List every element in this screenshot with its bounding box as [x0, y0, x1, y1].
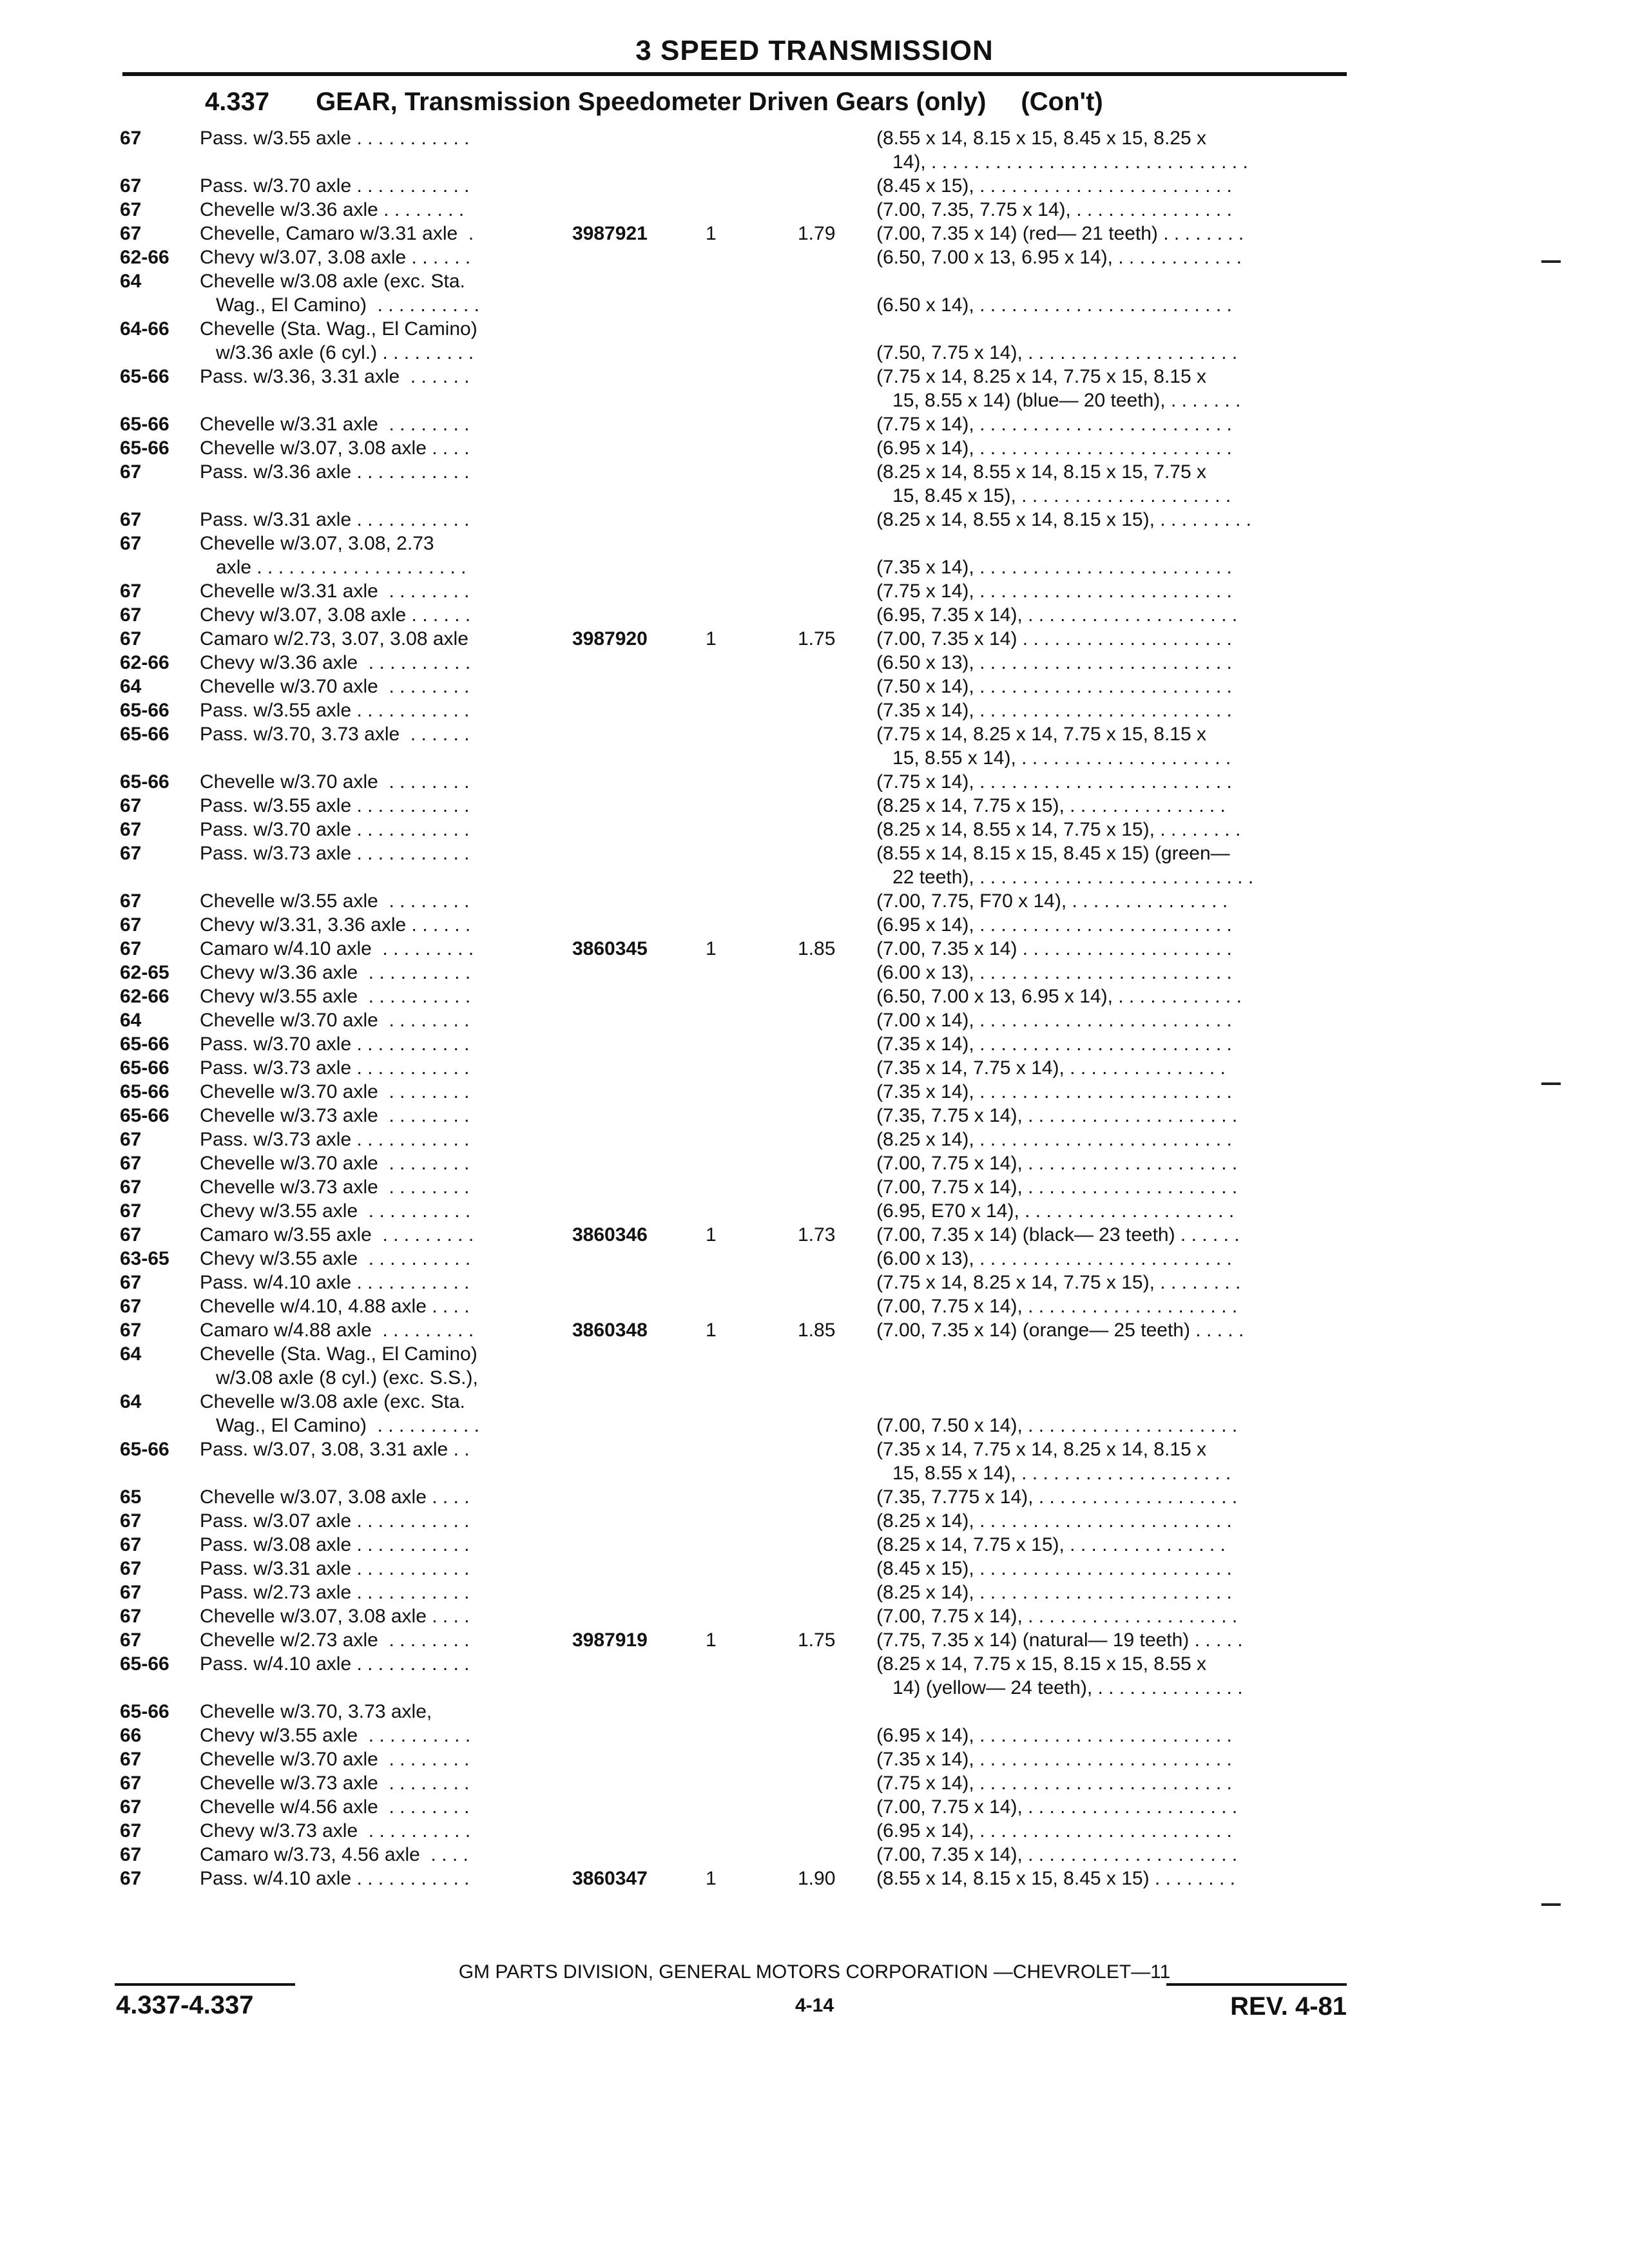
table-row — [0, 841, 1629, 889]
row-description: (7.00, 7.75 x 14), . . . . . . . . . . . . . . . . . . . . — [876, 1177, 1238, 1198]
row-application: Chevelle w/3.55 axle . . . . . . . . — [200, 890, 470, 912]
row-description: (7.35 x 14), . . . . . . . . . . . . . . . . . . . . . . . . — [876, 700, 1232, 721]
row-application: Pass. w/4.10 axle . . . . . . . . . . . — [200, 1272, 470, 1293]
row-description: (7.00, 7.75 x 14), . . . . . . . . . . . . . . . . . . . . — [876, 1153, 1238, 1174]
table-row — [0, 889, 1629, 913]
row-application: Chevelle w/3.70 axle . . . . . . . . — [200, 676, 470, 697]
table-row — [0, 1390, 1629, 1437]
row-year: 62-66 — [120, 247, 169, 268]
row-part-number: 3860347 — [572, 1868, 648, 1889]
row-application: Camaro w/4.10 axle . . . . . . . . . — [200, 938, 474, 959]
table-row — [0, 460, 1629, 508]
row-year: 63-65 — [120, 1248, 169, 1269]
row-description: (8.25 x 14, 7.75 x 15), . . . . . . . . . . . . . . . — [876, 795, 1226, 816]
row-description: (8.25 x 14, 8.55 x 14, 8.15 x 15, 7.75 x 15, 8.45 x 15), . . . . . . . . . . . . . . . . . . . . — [876, 461, 1231, 506]
row-year: 67 — [120, 1296, 142, 1317]
row-year: 67 — [120, 223, 142, 244]
row-application: Pass. w/3.07, 3.08, 3.31 axle . . — [200, 1439, 470, 1460]
row-price: 1.90 — [798, 1868, 836, 1889]
table-row — [0, 1032, 1629, 1056]
row-application: Pass. w/3.55 axle . . . . . . . . . . . — [200, 795, 470, 816]
row-application: Chevy w/3.73 axle . . . . . . . . . . — [200, 1820, 471, 1841]
row-description: (7.75 x 14), . . . . . . . . . . . . . . . . . . . . . . . . — [876, 414, 1232, 435]
footer-page: 4-14 — [795, 1995, 834, 2016]
row-description: (8.55 x 14, 8.15 x 15, 8.45 x 15) . . . . . . . . — [876, 1868, 1235, 1889]
row-description: (7.35 x 14), . . . . . . . . . . . . . . . . . . . . . . . . — [876, 1749, 1232, 1770]
row-application: Pass. w/4.10 axle . . . . . . . . . . . — [200, 1868, 470, 1889]
row-year: 67 — [120, 199, 142, 220]
row-description: (7.35, 7.775 x 14), . . . . . . . . . . . . . . . . . . . — [876, 1486, 1238, 1508]
row-year: 67 — [120, 1510, 142, 1532]
row-application: Chevy w/3.07, 3.08 axle . . . . . . — [200, 604, 471, 626]
row-description: (7.00, 7.35 x 14) . . . . . . . . . . . . . . . . . . . . — [876, 938, 1232, 959]
row-application: Chevelle w/3.07, 3.08 axle . . . . — [200, 1486, 470, 1508]
table-row — [0, 1271, 1629, 1294]
row-description: (6.00 x 13), . . . . . . . . . . . . . . . . . . . . . . . . — [876, 1248, 1232, 1269]
row-year: 67 — [120, 795, 142, 816]
row-description: (7.35 x 14), . . . . . . . . . . . . . . . . . . . . . . . . — [876, 1081, 1232, 1102]
table-row — [0, 1294, 1629, 1318]
row-description: (8.55 x 14, 8.15 x 15, 8.45 x 15) (green— 22 teeth), . . . . . . . . . . . . . . . . . . . . . . . . . . — [876, 843, 1254, 888]
row-year: 67 — [120, 938, 142, 959]
table-row — [0, 1104, 1629, 1128]
row-year: 67 — [120, 1582, 142, 1603]
row-description: (7.75 x 14, 8.25 x 14, 7.75 x 15, 8.15 x 15, 8.55 x 14), . . . . . . . . . . . . . . . . . . . . — [876, 724, 1231, 769]
table-row — [0, 436, 1629, 460]
row-description: (7.75, 7.35 x 14) (natural— 19 teeth) . . . . . — [876, 1629, 1243, 1651]
table-row — [0, 937, 1629, 961]
row-description: (6.50, 7.00 x 13, 6.95 x 14), . . . . . . . . . . . . — [876, 247, 1242, 268]
row-description: (6.95 x 14), . . . . . . . . . . . . . . . . . . . . . . . . — [876, 1820, 1232, 1841]
row-year: 67 — [120, 1773, 142, 1794]
row-application: Pass. w/3.36, 3.31 axle . . . . . . — [200, 366, 470, 387]
table-row — [0, 1843, 1629, 1867]
row-application: Chevelle w/4.10, 4.88 axle . . . . — [200, 1296, 470, 1317]
table-row — [0, 818, 1629, 841]
row-description: (7.75 x 14), . . . . . . . . . . . . . . . . . . . . . . . . — [876, 771, 1232, 793]
row-description: (8.45 x 15), . . . . . . . . . . . . . . . . . . . . . . . . — [876, 175, 1232, 197]
row-application: Chevelle (Sta. Wag., El Camino) w/3.36 axle (6 cyl.) . . . . . . . . . — [200, 318, 477, 363]
row-application: Pass. w/3.70, 3.73 axle . . . . . . — [200, 724, 470, 745]
section-continued: (Con't) — [1021, 88, 1103, 116]
row-description: (6.95 x 14), . . . . . . . . . . . . . . . . . . . . . . . . — [876, 1725, 1232, 1746]
row-application: Camaro w/2.73, 3.07, 3.08 axle — [200, 628, 468, 649]
table-row — [0, 126, 1629, 174]
row-description: (8.25 x 14), . . . . . . . . . . . . . . . . . . . . . . . . — [876, 1582, 1232, 1603]
row-description: (7.00, 7.75 x 14), . . . . . . . . . . . . . . . . . . . . — [876, 1606, 1238, 1627]
table-row — [0, 1652, 1629, 1700]
row-description: (8.45 x 15), . . . . . . . . . . . . . . . . . . . . . . . . — [876, 1558, 1232, 1579]
table-row — [0, 961, 1629, 985]
row-year: 67 — [120, 1200, 142, 1222]
row-description: (8.25 x 14, 8.55 x 14, 7.75 x 15), . . . . . . . . — [876, 819, 1241, 840]
row-application: Chevelle w/4.56 axle . . . . . . . . — [200, 1796, 470, 1818]
row-year: 67 — [120, 1534, 142, 1555]
table-row — [0, 794, 1629, 818]
row-application: Chevelle (Sta. Wag., El Camino) w/3.08 axle (8 cyl.) (exc. S.S.), — [200, 1343, 478, 1389]
row-application: Chevy w/3.36 axle . . . . . . . . . . — [200, 962, 471, 983]
table-row — [0, 245, 1629, 269]
table-row — [0, 1056, 1629, 1080]
table-row — [0, 174, 1629, 198]
row-year: 67 — [120, 461, 142, 483]
row-year: 65-66 — [120, 700, 169, 721]
table-row — [0, 1867, 1629, 1890]
row-application: Chevelle w/3.70 axle . . . . . . . . — [200, 1153, 470, 1174]
table-row — [0, 579, 1629, 603]
margin-mark — [1541, 1082, 1561, 1085]
footer-rule-left — [115, 1983, 295, 1986]
row-application: Chevelle w/3.07, 3.08, 2.73 axle . . . . . . . . . . . . . . . . . . . . — [200, 533, 467, 578]
table-row — [0, 1795, 1629, 1819]
title-rule — [122, 72, 1347, 76]
table-row — [0, 412, 1629, 436]
row-year: 67 — [120, 1844, 142, 1865]
row-year: 65-66 — [120, 724, 169, 745]
row-description: (6.50 x 13), . . . . . . . . . . . . . . . . . . . . . . . . — [876, 652, 1232, 673]
row-year: 65-66 — [120, 1057, 169, 1079]
row-description: (7.00, 7.50 x 14), . . . . . . . . . . . . . . . . . . . . — [876, 1415, 1238, 1436]
row-description: (6.50 x 14), . . . . . . . . . . . . . . . . . . . . . . . . — [876, 294, 1232, 316]
row-application: Chevelle w/3.07, 3.08 axle . . . . — [200, 1606, 470, 1627]
row-year: 64 — [120, 1343, 142, 1365]
row-quantity: 1 — [706, 1320, 717, 1341]
table-row — [0, 1342, 1629, 1390]
row-application: Chevy w/3.55 axle . . . . . . . . . . — [200, 1200, 471, 1222]
table-row — [0, 722, 1629, 770]
row-description: (7.75 x 14), . . . . . . . . . . . . . . . . . . . . . . . . — [876, 581, 1232, 602]
row-application: Pass. w/3.07 axle . . . . . . . . . . . — [200, 1510, 470, 1532]
table-row — [0, 913, 1629, 937]
row-year: 67 — [120, 1820, 142, 1841]
row-application: Camaro w/3.73, 4.56 axle . . . . — [200, 1844, 468, 1865]
row-year: 67 — [120, 175, 142, 197]
page-title: 3 SPEED TRANSMISSION — [635, 35, 994, 66]
row-application: Chevelle w/3.70 axle . . . . . . . . — [200, 771, 470, 793]
row-price: 1.85 — [798, 938, 836, 959]
row-price: 1.75 — [798, 1629, 836, 1651]
footer-rule-right — [1166, 1983, 1347, 1986]
row-year: 64-66 — [120, 318, 169, 340]
row-description: (6.50, 7.00 x 13, 6.95 x 14), . . . . . . . . . . . . — [876, 986, 1242, 1007]
row-year: 67 — [120, 1129, 142, 1150]
table-row — [0, 1223, 1629, 1247]
table-row — [0, 1533, 1629, 1557]
table-row — [0, 222, 1629, 245]
row-description: (7.00, 7.35 x 14), . . . . . . . . . . . . . . . . . . . . — [876, 1844, 1238, 1865]
row-application: Chevelle w/3.08 axle (exc. Sta. Wag., El Camino) . . . . . . . . . . — [200, 1391, 479, 1436]
row-year: 62-65 — [120, 962, 169, 983]
row-application: Chevelle w/2.73 axle . . . . . . . . — [200, 1629, 470, 1651]
row-description: (8.25 x 14, 7.75 x 15), . . . . . . . . . . . . . . . — [876, 1534, 1226, 1555]
footer-rev: REV. 4-81 — [1230, 1992, 1347, 2021]
row-description: (7.50, 7.75 x 14), . . . . . . . . . . . . . . . . . . . . — [876, 342, 1238, 363]
row-application: Chevelle w/3.73 axle . . . . . . . . — [200, 1105, 470, 1126]
row-application: Pass. w/3.70 axle . . . . . . . . . . . — [200, 819, 470, 840]
row-application: Pass. w/3.70 axle . . . . . . . . . . . — [200, 175, 470, 197]
row-year: 65-66 — [120, 366, 169, 387]
table-row — [0, 1771, 1629, 1795]
row-year: 67 — [120, 1558, 142, 1579]
row-year: 67 — [120, 509, 142, 530]
row-application: Chevelle, Camaro w/3.31 axle . — [200, 223, 474, 244]
row-description: (7.75 x 14, 8.25 x 14, 7.75 x 15), . . . . . . . . — [876, 1272, 1241, 1293]
table-row — [0, 1128, 1629, 1151]
row-part-number: 3987921 — [572, 223, 648, 244]
row-year: 65-66 — [120, 1701, 169, 1722]
row-application: Chevelle w/3.36 axle . . . . . . . . — [200, 199, 465, 220]
row-quantity: 1 — [706, 1224, 717, 1245]
table-row — [0, 1700, 1629, 1724]
row-application: Pass. w/3.08 axle . . . . . . . . . . . — [200, 1534, 470, 1555]
margin-mark — [1541, 1903, 1561, 1906]
table-row — [0, 698, 1629, 722]
table-row — [0, 1175, 1629, 1199]
row-application: Chevelle w/3.73 axle . . . . . . . . — [200, 1177, 470, 1198]
row-application: Chevelle w/3.08 axle (exc. Sta. Wag., El Camino) . . . . . . . . . . — [200, 271, 479, 316]
row-year: 66 — [120, 1725, 142, 1746]
row-description: (7.75 x 14, 8.25 x 14, 7.75 x 15, 8.15 x 15, 8.55 x 14) (blue— 20 teeth), . . . . . . . — [876, 366, 1241, 411]
row-description: (7.35 x 14, 7.75 x 14), . . . . . . . . . . . . . . . — [876, 1057, 1226, 1079]
row-application: Pass. w/3.70 axle . . . . . . . . . . . — [200, 1033, 470, 1055]
row-description: (7.35, 7.75 x 14), . . . . . . . . . . . . . . . . . . . . — [876, 1105, 1238, 1126]
row-year: 62-66 — [120, 986, 169, 1007]
row-application: Chevelle w/3.70 axle . . . . . . . . — [200, 1010, 470, 1031]
row-description: (6.95, 7.35 x 14), . . . . . . . . . . . . . . . . . . . . — [876, 604, 1238, 626]
table-row — [0, 1628, 1629, 1652]
row-description: (7.50 x 14), . . . . . . . . . . . . . . . . . . . . . . . . — [876, 676, 1232, 697]
section-number: 4.337 — [205, 88, 270, 116]
row-year: 65-66 — [120, 1081, 169, 1102]
table-row — [0, 1604, 1629, 1628]
row-application: Pass. w/2.73 axle . . . . . . . . . . . — [200, 1582, 470, 1603]
table-row — [0, 770, 1629, 794]
row-quantity: 1 — [706, 1868, 717, 1889]
table-row — [0, 675, 1629, 698]
row-description: (8.25 x 14), . . . . . . . . . . . . . . . . . . . . . . . . — [876, 1129, 1232, 1150]
row-quantity: 1 — [706, 1629, 717, 1651]
row-year: 65-66 — [120, 437, 169, 459]
row-year: 67 — [120, 1749, 142, 1770]
row-description: (7.00, 7.35 x 14) (black— 23 teeth) . . . . . . — [876, 1224, 1240, 1245]
row-year: 65-66 — [120, 414, 169, 435]
table-row — [0, 1437, 1629, 1485]
row-description: (7.00 x 14), . . . . . . . . . . . . . . . . . . . . . . . . — [876, 1010, 1232, 1031]
row-year: 67 — [120, 843, 142, 864]
row-description: (7.00, 7.35, 7.75 x 14), . . . . . . . . . . . . . . . — [876, 199, 1232, 220]
row-description: (6.95, E70 x 14), . . . . . . . . . . . . . . . . . . . . — [876, 1200, 1235, 1222]
row-year: 67 — [120, 1796, 142, 1818]
row-year: 67 — [120, 819, 142, 840]
row-year: 65-66 — [120, 1439, 169, 1460]
row-price: 1.75 — [798, 628, 836, 649]
row-year: 65-66 — [120, 1653, 169, 1675]
row-application: Chevy w/3.31, 3.36 axle . . . . . . — [200, 914, 471, 936]
row-description: (8.25 x 14), . . . . . . . . . . . . . . . . . . . . . . . . — [876, 1510, 1232, 1532]
row-part-number: 3860346 — [572, 1224, 648, 1245]
table-row — [0, 1557, 1629, 1581]
section-heading — [205, 88, 1103, 117]
row-description: (7.00, 7.35 x 14) . . . . . . . . . . . . . . . . . . . . — [876, 628, 1232, 649]
parts-table — [0, 126, 1629, 1890]
table-row — [0, 1080, 1629, 1104]
row-price: 1.73 — [798, 1224, 836, 1245]
section-title: GEAR, Transmission Speedometer Driven Gears (only) — [316, 88, 987, 116]
table-row — [0, 603, 1629, 627]
table-row — [0, 651, 1629, 675]
row-application: Chevelle w/3.07, 3.08 axle . . . . — [200, 437, 470, 459]
row-year: 65 — [120, 1486, 142, 1508]
row-year: 67 — [120, 604, 142, 626]
row-description: (6.95 x 14), . . . . . . . . . . . . . . . . . . . . . . . . — [876, 914, 1232, 936]
row-application: Pass. w/3.73 axle . . . . . . . . . . . — [200, 1129, 470, 1150]
table-row — [0, 532, 1629, 579]
table-row — [0, 1151, 1629, 1175]
table-row — [0, 985, 1629, 1008]
row-description: (6.95 x 14), . . . . . . . . . . . . . . . . . . . . . . . . — [876, 437, 1232, 459]
row-year: 67 — [120, 1272, 142, 1293]
row-description: (8.25 x 14, 8.55 x 14, 8.15 x 15), . . . . . . . . . — [876, 509, 1251, 530]
row-application: Pass. w/3.55 axle . . . . . . . . . . . — [200, 128, 470, 149]
row-description: (7.00, 7.75 x 14), . . . . . . . . . . . . . . . . . . . . — [876, 1296, 1238, 1317]
row-application: Chevy w/3.07, 3.08 axle . . . . . . — [200, 247, 471, 268]
table-row — [0, 1247, 1629, 1271]
row-application: Chevy w/3.55 axle . . . . . . . . . . — [200, 1248, 471, 1269]
table-row — [0, 1747, 1629, 1771]
row-part-number: 3860345 — [572, 938, 648, 959]
table-row — [0, 1509, 1629, 1533]
row-application: Pass. w/3.31 axle . . . . . . . . . . . — [200, 509, 470, 530]
row-quantity: 1 — [706, 628, 717, 649]
row-description: (7.00, 7.75, F70 x 14), . . . . . . . . . . . . . . . — [876, 890, 1228, 912]
table-row — [0, 627, 1629, 651]
row-year: 67 — [120, 1868, 142, 1889]
row-year: 64 — [120, 1010, 142, 1031]
row-application: Camaro w/4.88 axle . . . . . . . . . — [200, 1320, 474, 1341]
row-year: 64 — [120, 676, 142, 697]
table-row — [0, 1581, 1629, 1604]
row-description: (7.00, 7.35 x 14) (red— 21 teeth) . . . . . . . . — [876, 223, 1244, 244]
row-year: 67 — [120, 1177, 142, 1198]
row-year: 67 — [120, 1320, 142, 1341]
row-year: 67 — [120, 1224, 142, 1245]
row-application: Chevelle w/3.31 axle . . . . . . . . — [200, 581, 470, 602]
row-year: 65-66 — [120, 1105, 169, 1126]
row-description: (7.35 x 14), . . . . . . . . . . . . . . . . . . . . . . . . — [876, 1033, 1232, 1055]
footer-line: GM PARTS DIVISION, GENERAL MOTORS CORPORATION —CHEVROLET—11 — [458, 1961, 1171, 1983]
row-application: Pass. w/3.55 axle . . . . . . . . . . . — [200, 700, 470, 721]
table-row — [0, 1008, 1629, 1032]
row-application: Pass. w/3.36 axle . . . . . . . . . . . — [200, 461, 470, 483]
table-row — [0, 198, 1629, 222]
row-year: 67 — [120, 581, 142, 602]
row-year: 67 — [120, 914, 142, 936]
table-row — [0, 317, 1629, 365]
row-description: (7.00, 7.35 x 14) (orange— 25 teeth) . . . . . — [876, 1320, 1244, 1341]
row-description: (7.35 x 14, 7.75 x 14, 8.25 x 14, 8.15 x 15, 8.55 x 14), . . . . . . . . . . . . . . . . . . . . — [876, 1439, 1231, 1484]
table-row — [0, 1318, 1629, 1342]
row-application: Chevelle w/3.31 axle . . . . . . . . — [200, 414, 470, 435]
row-application: Pass. w/4.10 axle . . . . . . . . . . . — [200, 1653, 470, 1675]
table-row — [0, 508, 1629, 532]
row-year: 67 — [120, 1153, 142, 1174]
row-quantity: 1 — [706, 223, 717, 244]
table-row — [0, 365, 1629, 412]
row-application: Pass. w/3.73 axle . . . . . . . . . . . — [200, 1057, 470, 1079]
table-row — [0, 1485, 1629, 1509]
row-description: (8.25 x 14, 7.75 x 15, 8.15 x 15, 8.55 x 14) (yellow— 24 teeth), . . . . . . . . . . . . . . — [876, 1653, 1243, 1698]
row-application: Pass. w/3.73 axle . . . . . . . . . . . — [200, 843, 470, 864]
table-row — [0, 1819, 1629, 1843]
row-part-number: 3860348 — [572, 1320, 648, 1341]
row-application: Chevy w/3.36 axle . . . . . . . . . . — [200, 652, 471, 673]
row-quantity: 1 — [706, 938, 717, 959]
row-year: 67 — [120, 1606, 142, 1627]
row-application: Chevelle w/3.70 axle . . . . . . . . — [200, 1749, 470, 1770]
row-description: (8.55 x 14, 8.15 x 15, 8.45 x 15, 8.25 x 14), . . . . . . . . . . . . . . . . . . . . . . . . . . . . . . — [876, 128, 1248, 173]
row-year: 65-66 — [120, 771, 169, 793]
table-row — [0, 1724, 1629, 1747]
table-row — [0, 269, 1629, 317]
row-year: 64 — [120, 271, 142, 292]
row-year: 67 — [120, 890, 142, 912]
row-description: (7.00, 7.75 x 14), . . . . . . . . . . . . . . . . . . . . — [876, 1796, 1238, 1818]
footer-ref: 4.337-4.337 — [116, 1991, 254, 2019]
row-application: Chevelle w/3.70, 3.73 axle, — [200, 1701, 432, 1722]
row-application: Chevy w/3.55 axle . . . . . . . . . . — [200, 1725, 471, 1746]
row-part-number: 3987919 — [572, 1629, 648, 1651]
row-year: 67 — [120, 533, 142, 554]
row-price: 1.85 — [798, 1320, 836, 1341]
row-application: Chevelle w/3.73 axle . . . . . . . . — [200, 1773, 470, 1794]
row-application: Chevy w/3.55 axle . . . . . . . . . . — [200, 986, 471, 1007]
row-year: 62-66 — [120, 652, 169, 673]
row-price: 1.79 — [798, 223, 836, 244]
row-part-number: 3987920 — [572, 628, 648, 649]
row-year: 65-66 — [120, 1033, 169, 1055]
row-application: Camaro w/3.55 axle . . . . . . . . . — [200, 1224, 474, 1245]
row-application: Pass. w/3.31 axle . . . . . . . . . . . — [200, 1558, 470, 1579]
row-description: (6.00 x 13), . . . . . . . . . . . . . . . . . . . . . . . . — [876, 962, 1232, 983]
row-description: (7.35 x 14), . . . . . . . . . . . . . . . . . . . . . . . . — [876, 557, 1232, 578]
row-year: 67 — [120, 128, 142, 149]
margin-mark — [1541, 260, 1561, 263]
row-description: (7.75 x 14), . . . . . . . . . . . . . . . . . . . . . . . . — [876, 1773, 1232, 1794]
row-year: 67 — [120, 1629, 142, 1651]
table-row — [0, 1199, 1629, 1223]
row-year: 67 — [120, 628, 142, 649]
row-application: Chevelle w/3.70 axle . . . . . . . . — [200, 1081, 470, 1102]
row-year: 64 — [120, 1391, 142, 1412]
